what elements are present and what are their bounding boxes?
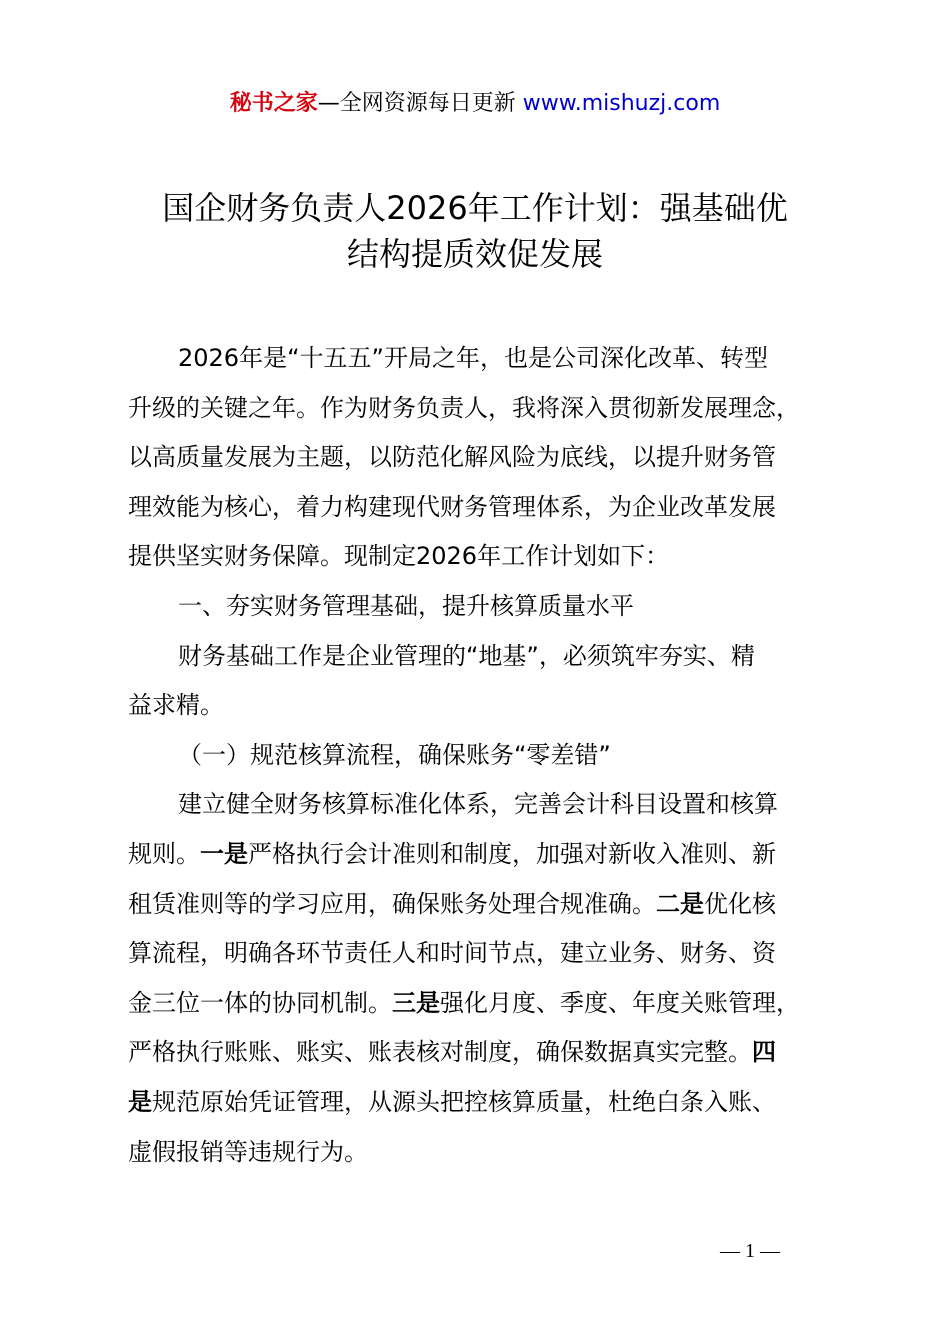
paragraph-line: 益求精。 bbox=[128, 691, 224, 720]
paragraph-line: 建立健全财务核算标准化体系，完善会计科目设置和核算 bbox=[178, 790, 778, 819]
header-tagline: —全网资源每日更新 bbox=[317, 91, 523, 116]
bold-marker: 是 bbox=[128, 1087, 152, 1116]
document-title bbox=[0, 185, 950, 277]
paragraph-line: 理效能为核心，着力构建现代财务管理体系，为企业改革发展 bbox=[128, 492, 776, 521]
paragraph-line: 2026年是“十五五”开局之年，也是公司深化改革、转型 bbox=[178, 344, 768, 372]
document-body bbox=[128, 334, 834, 1177]
paragraph-line: 规则。一是严格执行会计准则和制度，加强对新收入准则、新 bbox=[128, 839, 776, 868]
page-number: — 1 — bbox=[720, 1240, 780, 1262]
bold-marker: 四 bbox=[752, 1038, 776, 1067]
paragraph-line: 以高质量发展为主题，以防范化解风险为底线，以提升财务管 bbox=[128, 443, 776, 472]
brand-name: 秘书之家 bbox=[229, 91, 318, 116]
subsection-heading: （一）规范核算流程，确保账务“零差错” bbox=[178, 740, 611, 769]
paragraph-line: 虚假报销等违规行为。 bbox=[128, 1137, 368, 1166]
paragraph-line: 升级的关键之年。作为财务负责人，我将深入贯彻新发展理念， bbox=[128, 393, 800, 422]
site-header bbox=[0, 88, 950, 120]
bold-marker: 一是 bbox=[200, 839, 248, 868]
paragraph-line: 严格执行账账、账实、账表核对制度，确保数据真实完整。四 bbox=[128, 1038, 776, 1067]
paragraph-line: 算流程，明确各环节责任人和时间节点，建立业务、财务、资 bbox=[128, 939, 776, 968]
paragraph-line: 租赁准则等的学习应用，确保账务处理合规准确。二是优化核 bbox=[128, 889, 776, 918]
section-heading: 一、夯实财务管理基础，提升核算质量水平 bbox=[178, 591, 634, 620]
bold-marker: 三是 bbox=[392, 988, 440, 1017]
bold-marker: 二是 bbox=[656, 889, 704, 918]
paragraph-line: 是规范原始凭证管理，从源头把控核算质量，杜绝白条入账、 bbox=[128, 1087, 776, 1116]
site-url-link[interactable]: www.mishuzj.com bbox=[522, 91, 721, 116]
title-line-1: 国企财务负责人2026年工作计划：强基础优 bbox=[162, 189, 788, 227]
paragraph-line: 金三位一体的协同机制。三是强化月度、季度、年度关账管理， bbox=[128, 988, 800, 1017]
paragraph-line: 财务基础工作是企业管理的“地基”，必须筑牢夯实、精 bbox=[178, 641, 755, 670]
paragraph-line: 提供坚实财务保障。现制定2026年工作计划如下： bbox=[128, 542, 670, 571]
title-line-2: 结构提质效促发展 bbox=[346, 235, 603, 273]
